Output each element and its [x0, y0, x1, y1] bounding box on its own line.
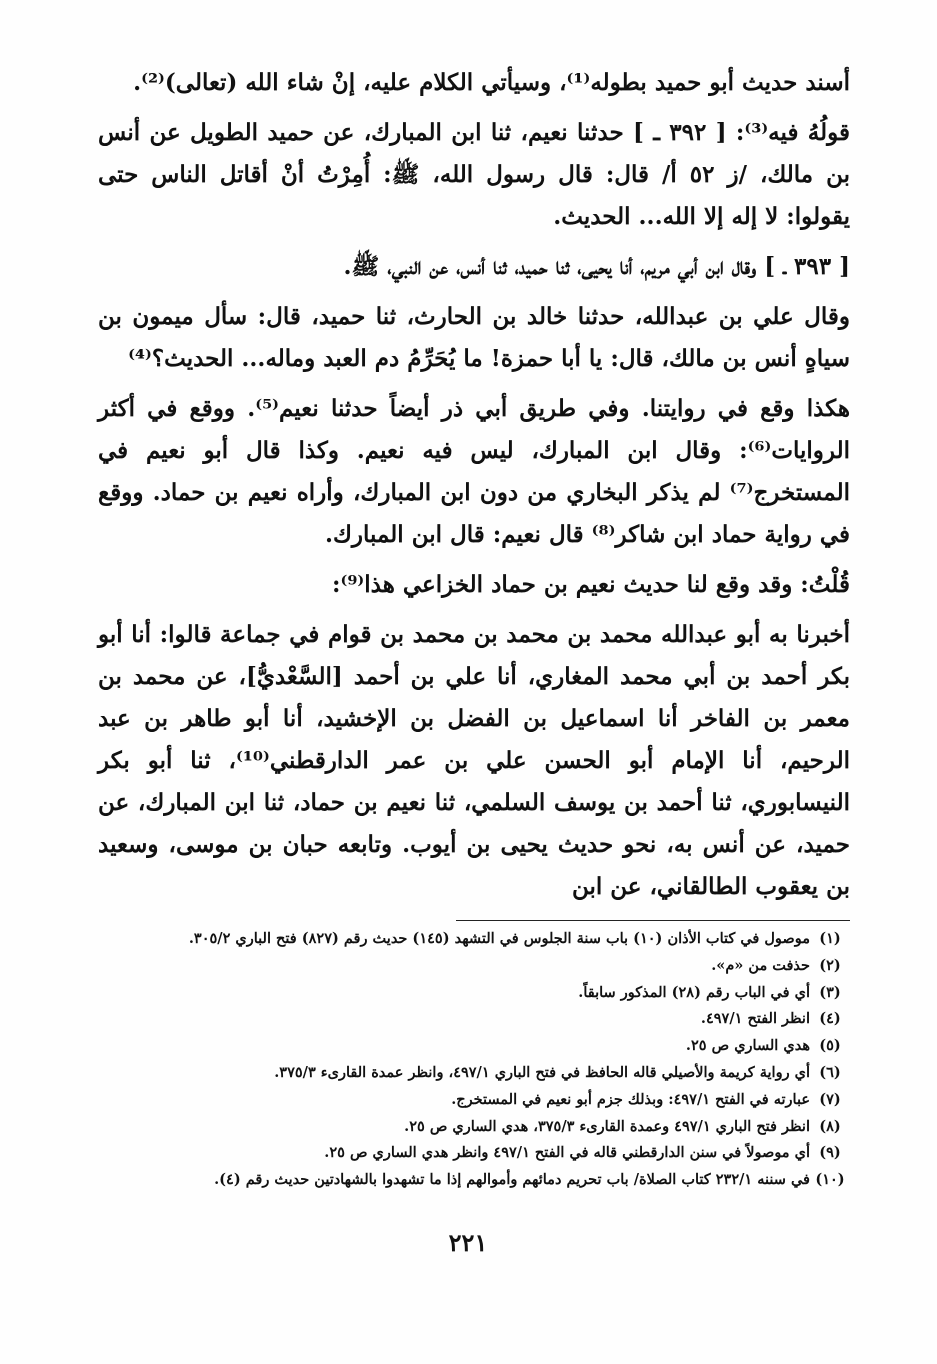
paragraph: [ ٣٩٣ ـ ] وقال ابن أبي مريم، أنا يحيى، ثنا حميد، ثنا أنس، عن النبي، ﷺ.	[343, 253, 850, 280]
footnote-number: (١)	[819, 930, 841, 947]
footnote-text: أي رواية كريمة والأصيلي قاله الحافظ في فتح الباري ٤٩٧/١، وانظر عمدة القارىء ٣٧٥/٣.	[274, 1063, 810, 1081]
footnote	[110, 953, 850, 980]
paragraph: أخبرنا به أبو عبدالله محمد بن محمد بن محمد بن قوام في جماعة قالوا: أنا أبو بكر أحمد بن أبي محمد المغاري، أنا علي بن أحمد [السَّعْديُّ]، عن محمد بن معمر بن الفاخر أنا اسماعيل بن الفضل بن الإخشيد، أنا أبو طاهر بن عبد الرحيم، أنا الإمام أبو الحسن علي بن عمر الدارقطني⁽¹⁰⁾، ثنا أبو بكر النيسابوري، ثنا أحمد بن يوسف السلمي، ثنا نعيم بن حماد، ثنا ابن المبارك، عن حميد، عن أنس به، نحو حديث يحيى بن أيوب. وتابعه حبان بن موسى، وسعيد بن يعقوب الطالقاني، عن ابن	[98, 621, 850, 900]
footnote-number: (٥)	[819, 1037, 841, 1055]
footnote-text: أي موصولاً في سنن الدارقطني قاله في الفتح ٤٩٧/١ وانظر هدي الساري ص ٢٥.	[324, 1144, 810, 1162]
footnote	[110, 1167, 850, 1194]
paragraph: قولُهُ فيه⁽³⁾: [ ٣٩٢ ـ ] حدثنا نعيم، ثنا ابن المبارك، عن حميد الطويل عن أنس بن مالك، /ز ٥٢ أ/ قال: قال رسول الله، ﷺ: أُمِرْتُ أنْ أقاتل الناس حتى يقولوا: لا إله إلا الله... الحديث.	[98, 119, 850, 230]
footnote-text: انظر فتح الباري ٤٩٧/١ وعمدة القارىء ٣٧٥/٣، هدي الساري ص ٢٥.	[404, 1117, 810, 1135]
footnote-text: هدي الساري ص ٢٥.	[685, 1037, 810, 1055]
footnote-number: (٧)	[819, 1090, 841, 1108]
footnote	[110, 1114, 850, 1141]
paragraph: هكذا وقع في روايتنا. وفي طريق أبي ذر أيضاً حدثنا نعيم⁽⁵⁾. ووقع في أكثر الروايات⁽⁶⁾: وقال ابن المبارك، ليس فيه نعيم. وكذا قال أبو نعيم في المستخرج⁽⁷⁾ لم يذكر البخاري من دون ابن المبارك، وأراه نعيم بن حماد. ووقع في رواية حماد ابن شاكر⁽⁸⁾ قال نعيم: قال ابن المبارك.	[98, 395, 851, 548]
footnote-text: حذفت من «م».	[711, 956, 810, 974]
footnote-text: أي في الباب رقم (٢٨) المذكور سابقاً.	[578, 983, 810, 1001]
footnote-number: (٤)	[819, 1010, 841, 1028]
footnote	[110, 1033, 850, 1060]
main-text	[98, 62, 850, 916]
footnote-divider	[456, 920, 850, 921]
footnote-number: (٣)	[819, 983, 841, 1001]
paragraph: قُلْتُ: وقد وقع لنا حديث نعيم بن حماد الخزاعي هذا⁽⁹⁾:	[331, 571, 850, 598]
footnote-number: (٩)	[819, 1144, 841, 1162]
footnote-text: انظر الفتح ٤٩٧/١.	[700, 1010, 810, 1028]
footnote	[110, 1087, 850, 1114]
footnote-number: (١٠)	[815, 1171, 845, 1189]
footnotes	[110, 926, 850, 1194]
footnote-text: موصول في كتاب الأذان (١٠) باب سنة الجلوس في التشهد (١٤٥) حديث رقم (٨٢٧) فتح الباري ٣٠٥/٢.	[188, 930, 810, 947]
footnote	[110, 1006, 850, 1033]
footnote	[110, 1060, 850, 1087]
paragraph: وقال علي بن عبدالله، حدثنا خالد بن الحارث، ثنا حميد، قال: سأل ميمون بن سياهٍ أنس بن مالك، قال: يا أبا حمزة! ما يُحَرِّمُ دم العبد وماله... الحديث؟⁽⁴⁾	[98, 303, 850, 372]
footnote	[110, 926, 850, 953]
footnote-text: عبارته في الفتح ٤٩٧/١: وبذلك جزم أبو نعيم في المستخرج.	[451, 1090, 810, 1108]
footnote	[110, 1140, 850, 1167]
footnote-text: في سننه ٢٣٢/١ كتاب الصلاة/ باب تحريم دمائهم وأموالهم إذا ما تشهدوا بالشهادتين حديث رقم (٤).	[214, 1171, 810, 1189]
footnote	[110, 980, 850, 1007]
footnote-number: (٨)	[819, 1117, 841, 1135]
page-number: ٢٢١	[448, 1228, 488, 1257]
footnote-number: (٢)	[819, 956, 841, 974]
paragraph: أسند حديث أبو حميد بطوله⁽¹⁾، وسيأتي الكلام عليه، إنْ شاء الله (تعالى)⁽²⁾.	[133, 69, 850, 96]
footnote-number: (٦)	[819, 1063, 841, 1081]
